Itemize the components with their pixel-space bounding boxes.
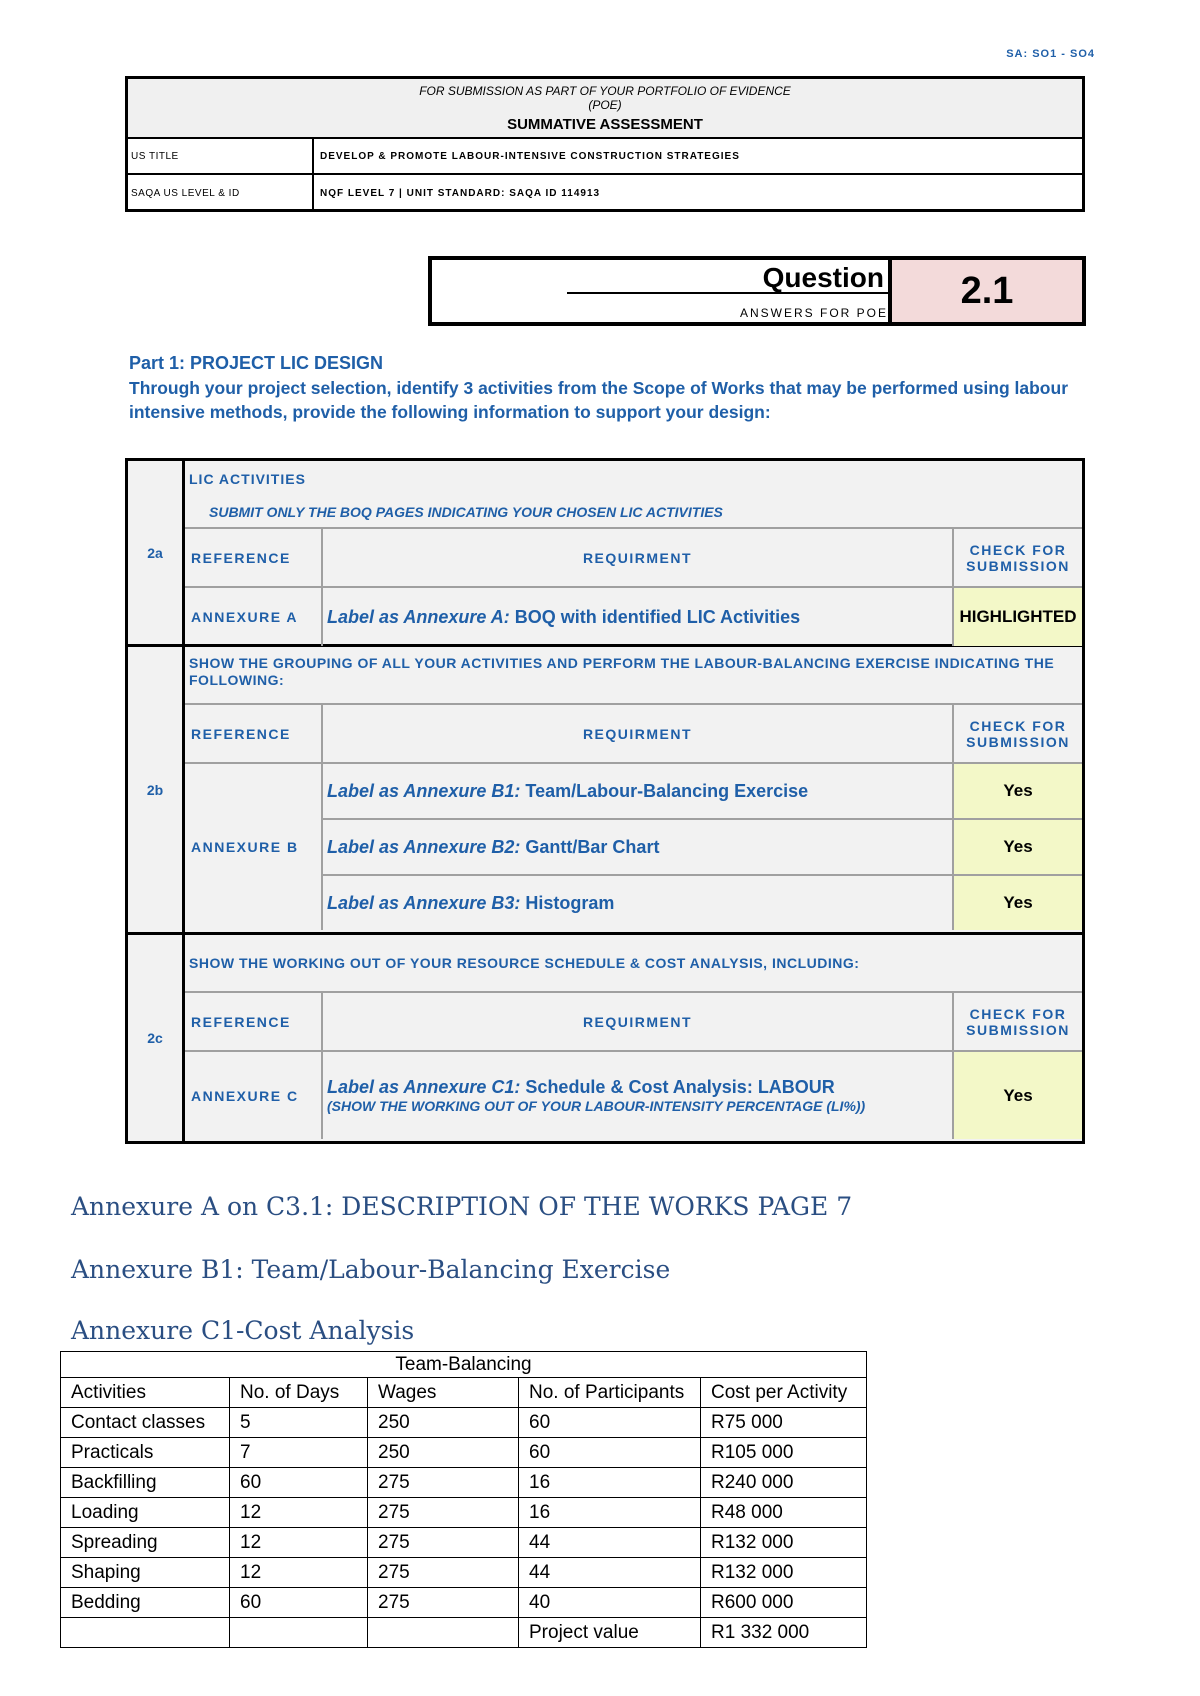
- row-requirement: [323, 876, 954, 930]
- section-header: [185, 461, 1082, 527]
- table-row: [61, 1408, 867, 1438]
- cell: 275: [368, 1558, 519, 1588]
- col-reference: REFERENCE: [185, 529, 323, 586]
- cell: 40: [519, 1588, 701, 1618]
- header-title: SUMMATIVE ASSESSMENT: [507, 116, 703, 133]
- corner-code: SA: SO1 - SO4: [1006, 48, 1095, 60]
- row-reference: ANNEXURE C: [185, 1052, 323, 1139]
- section-id: 2a: [128, 461, 185, 644]
- cell: 44: [519, 1528, 701, 1558]
- section-body: [185, 935, 1082, 1141]
- cell: 275: [368, 1498, 519, 1528]
- col-check: CHECK FOR SUBMISSION: [966, 717, 1070, 750]
- assessment-header: [125, 76, 1085, 212]
- cell: 275: [368, 1588, 519, 1618]
- cell: R240 000: [701, 1468, 867, 1498]
- col-requirement: REQUIRMENT: [323, 529, 954, 586]
- cell: Contact classes: [61, 1408, 230, 1438]
- table-row: [61, 1528, 867, 1558]
- column-header-row: [185, 527, 1082, 586]
- cell: 5: [230, 1408, 368, 1438]
- table-row: [185, 1050, 1082, 1139]
- table-row: [61, 1468, 867, 1498]
- table-row: [61, 1558, 867, 1588]
- section-2b: [128, 647, 1082, 935]
- section-subheading: SUBMIT ONLY THE BOQ PAGES INDICATING YOUR CHOSEN LIC ACTIVITIES: [209, 504, 723, 520]
- requirement-label: Label as Annexure B2:: [327, 836, 521, 857]
- section-body: [185, 647, 1082, 932]
- cell: R132 000: [701, 1558, 867, 1588]
- cell: 7: [230, 1438, 368, 1468]
- header-row-saqa: [128, 175, 1082, 211]
- column-header-row: [185, 991, 1082, 1050]
- cell: 60: [230, 1468, 368, 1498]
- annexure-b-group: [185, 762, 1082, 930]
- total-value: R1 332 000: [701, 1618, 867, 1648]
- check-status: Yes: [954, 1052, 1082, 1139]
- header-row-label: SAQA US LEVEL & ID: [128, 175, 314, 211]
- cell: Backfilling: [61, 1468, 230, 1498]
- question-label-area: [432, 260, 888, 322]
- question-number: 2.1: [888, 260, 1082, 322]
- part-instruction: Through your project selection, identify 3 activities from the Scope of Works that may be performed using labour intensive methods, provide the following information to support your design:: [129, 378, 1069, 422]
- header-line2: (POE): [588, 98, 622, 112]
- header-row-value: DEVELOP & PROMOTE LABOUR-INTENSIVE CONSTRUCTION STRATEGIES: [320, 150, 740, 162]
- section-body: [185, 461, 1082, 644]
- cell: 16: [519, 1468, 701, 1498]
- requirement-text: Histogram: [525, 892, 615, 913]
- section-2c: [128, 935, 1082, 1141]
- table-row: [61, 1588, 867, 1618]
- row-requirement: [323, 764, 954, 818]
- check-status: Yes: [954, 764, 1082, 818]
- cell: 250: [368, 1408, 519, 1438]
- table-total-row: [61, 1618, 867, 1648]
- requirement-main: [327, 1077, 835, 1098]
- cell: 16: [519, 1498, 701, 1528]
- cell: [368, 1618, 519, 1648]
- annexure-c1-heading: Annexure C1-Cost Analysis: [71, 1316, 415, 1345]
- cell: R600 000: [701, 1588, 867, 1618]
- header-top: [128, 79, 1082, 139]
- col-reference: REFERENCE: [185, 993, 323, 1050]
- check-status: HIGHLIGHTED: [954, 588, 1082, 646]
- question-sub: ANSWERS FOR POE: [739, 306, 888, 320]
- column-header-row: [185, 703, 1082, 762]
- table-row: [185, 586, 1082, 646]
- section-id: 2c: [128, 935, 185, 1141]
- section-2a: [128, 461, 1082, 647]
- cell: R132 000: [701, 1528, 867, 1558]
- col-requirement: REQUIRMENT: [323, 993, 954, 1050]
- table-caption: Team-Balancing: [61, 1352, 867, 1378]
- question-word: Question: [762, 262, 884, 293]
- header-cell: Cost per Activity: [701, 1378, 867, 1408]
- requirement-text: BOQ with identified LIC Activities: [514, 606, 801, 627]
- header-cell: No. of Days: [230, 1378, 368, 1408]
- header-line1: FOR SUBMISSION AS PART OF YOUR PORTFOLIO OF EVIDENCE: [419, 84, 791, 98]
- cell: Spreading: [61, 1528, 230, 1558]
- table-row: [323, 764, 1082, 818]
- header-cell: Wages: [368, 1378, 519, 1408]
- annexure-b1-heading: Annexure B1: Team/Labour-Balancing Exercise: [71, 1255, 671, 1284]
- section-intro: SHOW THE GROUPING OF ALL YOUR ACTIVITIES AND PERFORM THE LABOUR-BALANCING EXERCISE INDICATING THE FOLLOWING:: [189, 655, 1055, 688]
- header-row-value: NQF LEVEL 7 | UNIT STANDARD: SAQA ID 114913: [320, 187, 601, 199]
- cell: [230, 1618, 368, 1648]
- table-row: [323, 874, 1082, 930]
- cell: 12: [230, 1498, 368, 1528]
- cell: Practicals: [61, 1438, 230, 1468]
- cell: 250: [368, 1438, 519, 1468]
- requirement-text: Gantt/Bar Chart: [525, 836, 660, 857]
- requirement-label: Label as Annexure B1:: [327, 780, 521, 801]
- check-status: Yes: [954, 820, 1082, 874]
- row-requirement: [323, 1052, 954, 1139]
- cell: 60: [519, 1408, 701, 1438]
- requirement-text: Team/Labour-Balancing Exercise: [525, 780, 809, 801]
- requirement-text: Schedule & Cost Analysis: LABOUR: [525, 1076, 835, 1097]
- question-box: [428, 256, 1086, 326]
- table-caption-row: [61, 1352, 867, 1378]
- cell: 275: [368, 1528, 519, 1558]
- header-row-label: US TITLE: [128, 139, 314, 173]
- cell: R75 000: [701, 1408, 867, 1438]
- annexure-a-heading: Annexure A on C3.1: DESCRIPTION OF THE WORKS PAGE 7: [71, 1192, 853, 1221]
- requirement-label: Label as Annexure B3:: [327, 892, 521, 913]
- cell: 275: [368, 1468, 519, 1498]
- cell: 60: [519, 1438, 701, 1468]
- total-label: Project value: [519, 1618, 701, 1648]
- table-row: [61, 1498, 867, 1528]
- col-check: CHECK FOR SUBMISSION: [966, 1005, 1070, 1038]
- section-intro: SHOW THE WORKING OUT OF YOUR RESOURCE SCHEDULE & COST ANALYSIS, INCLUDING:: [189, 954, 860, 971]
- cell: R48 000: [701, 1498, 867, 1528]
- row-reference: ANNEXURE A: [185, 588, 323, 646]
- cell: 44: [519, 1558, 701, 1588]
- cell: Bedding: [61, 1588, 230, 1618]
- header-cell: Activities: [61, 1378, 230, 1408]
- col-check: CHECK FOR SUBMISSION: [966, 541, 1070, 574]
- row-reference: ANNEXURE B: [185, 764, 323, 930]
- cell: 12: [230, 1528, 368, 1558]
- col-requirement: REQUIRMENT: [323, 705, 954, 762]
- team-balancing-table: [60, 1351, 867, 1648]
- cell: 60: [230, 1588, 368, 1618]
- requirement-label: Label as Annexure C1:: [327, 1076, 521, 1097]
- requirement-label: Label as Annexure A:: [327, 606, 510, 627]
- part-heading: [129, 352, 1089, 424]
- part-title: Part 1: PROJECT LIC DESIGN: [129, 353, 384, 373]
- col-reference: REFERENCE: [185, 705, 323, 762]
- row-requirement: [323, 820, 954, 874]
- table-row: [61, 1438, 867, 1468]
- table-row: [323, 818, 1082, 874]
- section-heading: LIC ACTIVITIES: [189, 471, 306, 487]
- section-id: 2b: [128, 647, 185, 932]
- check-status: Yes: [954, 876, 1082, 930]
- requirements-table: [125, 458, 1085, 1144]
- cell: 12: [230, 1558, 368, 1588]
- cell: [61, 1618, 230, 1648]
- annexure-b-items: [323, 764, 1082, 930]
- cell: R105 000: [701, 1438, 867, 1468]
- cell: Shaping: [61, 1558, 230, 1588]
- table-header-row: [61, 1378, 867, 1408]
- header-row-us-title: [128, 139, 1082, 175]
- cell: Loading: [61, 1498, 230, 1528]
- header-cell: No. of Participants: [519, 1378, 701, 1408]
- row-requirement: [323, 588, 954, 646]
- requirement-note: (SHOW THE WORKING OUT OF YOUR LABOUR-INTENSITY PERCENTAGE (LI%)): [327, 1097, 866, 1114]
